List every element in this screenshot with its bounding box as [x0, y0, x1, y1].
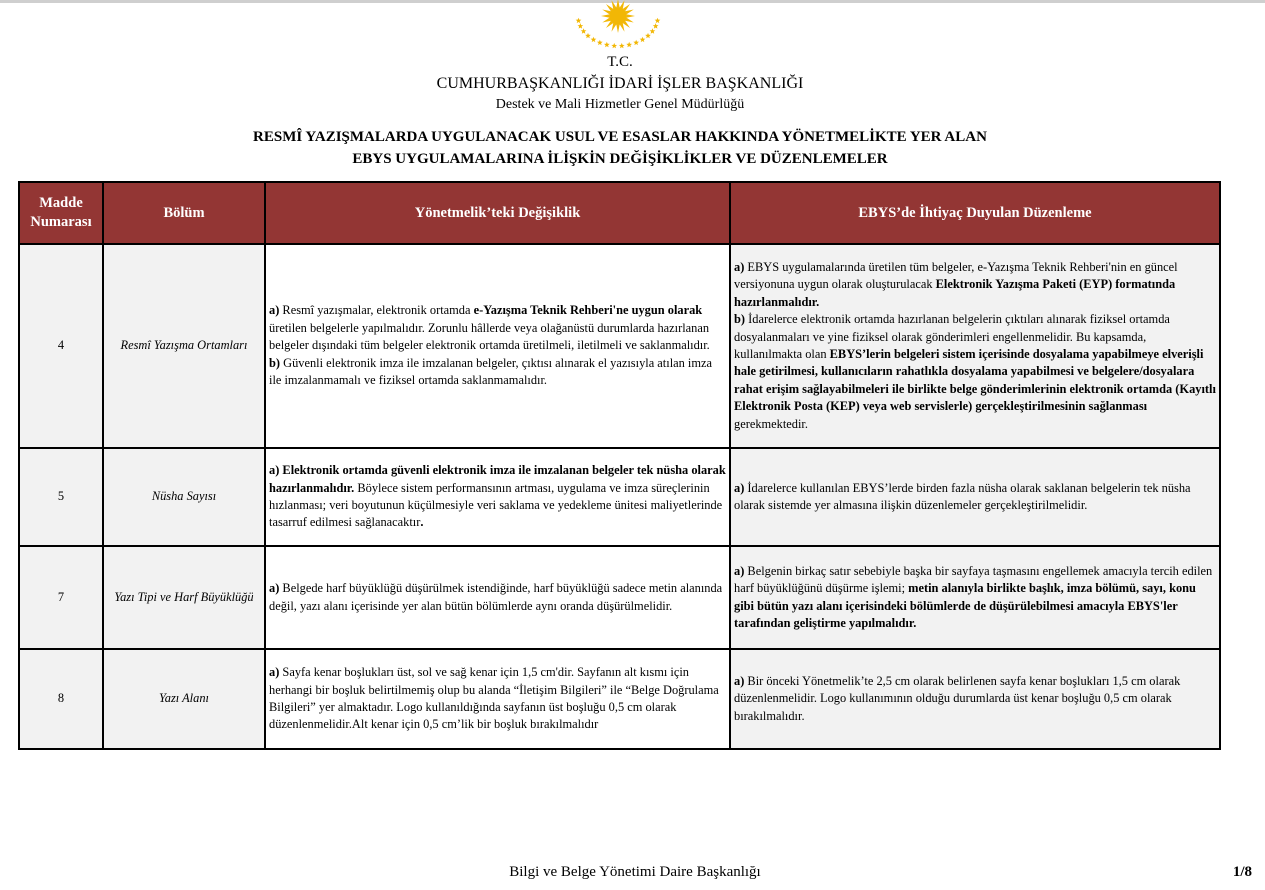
table-row: [19, 448, 1220, 546]
changes-table: [18, 181, 1221, 750]
header-department: Destek ve Mali Hizmetler Genel Müdürlüğü: [495, 97, 745, 112]
header-duzenleme: EBYS’de İhtiyaç Duyulan Düzenleme: [730, 182, 1220, 244]
ebys-requirement-cell: a) EBYS uygulamalarında üretilen tüm belgeler, e-Yazışma Teknik Rehberi'nin en güncel versiyonuna uygun olarak oluşturulacak Elektronik Yazışma Paketi (EYP) formatında hazırlanmalıdır. b) İdarelerce elektronik ortamda hazırlanan belgelerin çıktıları alınarak fiziksel ortamda dosyalanmaları ve yine fiziksel olarak gönderimleri engellenmelidir. Bu kapsamda, kullanılmakta olan EBYS’lerin belgeleri sistem içerisinde dosyalama yapabilmeye elverişli hale getirilmesi, kullanıcıların rahatlıkla dosyalama yapabilmesi ve belgelere/dosyalara rahat erişim sağlayabilmeleri ile birlikte belge gönderimlerinin elektronik ortamda (Kayıtlı Elektronik Posta (KEP) veya web servislerle) gerçekleştirilmesinin sağlanması gerekmektedir.: [730, 244, 1220, 448]
header-bolum: Bölüm: [103, 182, 265, 244]
header-madde-line2: Numarası: [30, 214, 92, 230]
header-organization: CUMHURBAŞKANLIĞI İDARİ İŞLER BAŞKANLIĞI: [436, 75, 804, 92]
document-title-line2: EBYS UYGULAMALARINA İLİŞKİN DEĞİŞİKLİKLER VE DÜZENLEMELER: [352, 151, 888, 167]
table-row: [19, 244, 1220, 448]
madde-number: 7: [19, 546, 103, 649]
footer-department: Bilgi ve Belge Yönetimi Daire Başkanlığı: [509, 864, 761, 880]
section-name: Resmî Yazışma Ortamları: [103, 244, 265, 448]
madde-number: 8: [19, 649, 103, 749]
document-title-line1: RESMÎ YAZIŞMALARDA UYGULANACAK USUL VE ESASLAR HAKKINDA YÖNETMELİKTE YER ALAN: [253, 129, 987, 145]
madde-number: 5: [19, 448, 103, 546]
header-madde-numarasi: [19, 182, 103, 244]
table-row: [19, 546, 1220, 649]
section-name: Nüsha Sayısı: [103, 448, 265, 546]
regulation-change-cell: a) Belgede harf büyüklüğü düşürülmek istendiğinde, harf büyüklüğü sadece metin alanında değil, yazı alanı içerisinde yer alan bütün bölümlerde aynı oranda düşürülmelidir.: [265, 546, 730, 649]
header-tc: T.C.: [607, 54, 633, 70]
presidential-emblem-icon: [572, 0, 664, 52]
ebys-requirement-cell: a) Bir önceki Yönetmelik’te 2,5 cm olarak belirlenen sayfa kenar boşlukları 1,5 cm olarak düzenlenmelidir. Logo kullanımının olduğu durumlarda üst kenar boşluğu 0,5 cm olarak bırakılmalıdır.: [730, 649, 1220, 749]
section-name: Yazı Alanı: [103, 649, 265, 749]
header-degisiklik: Yönetmelik’teki Değişiklik: [265, 182, 730, 244]
ebys-requirement-cell: a) Belgenin birkaç satır sebebiyle başka bir sayfaya taşmasını engellemek amacıyla tercih edilen harf büyüklüğünü düşürme işlemi; metin alanıyla birlikte başlık, imza bölümü, sayı, konu gibi bütün yazı alanı içerisindeki bölümlerde de düşürülebilmesi amacıyla EBYS'ler tarafından geliştirme yapılmalıdır.: [730, 546, 1220, 649]
table-row: [19, 649, 1220, 749]
header-madde-line1: Madde: [39, 195, 83, 211]
madde-number: 4: [19, 244, 103, 448]
regulation-change-cell: a) Elektronik ortamda güvenli elektronik imza ile imzalanan belgeler tek nüsha olarak hazırlanmalıdır. Böylece sistem performansının artması, uygulama ve imza süreçlerinin hızlanması; veri boyutunun küçülmesiyle veri saklama ve yedekleme ünitesi maliyetlerinde tasarruf edilmesi sağlanacaktır.: [265, 448, 730, 546]
regulation-change-cell: a) Resmî yazışmalar, elektronik ortamda e-Yazışma Teknik Rehberi'ne uygun olarak üretilen belgelerle yapılmalıdır. Zorunlu hâllerde veya olağanüstü durumlarda hazırlanan belgeler dışındaki tüm belgeler elektronik ortamda üretilmeli, iletilmeli ve saklanmalıdır. b) Güvenli elektronik imza ile imzalanan belgeler, çıktısı alınarak el yazısıyla atılan imza ile imzalanmamalı ve fiziksel ortamda saklanmamalıdır.: [265, 244, 730, 448]
ebys-requirement-cell: a) İdarelerce kullanılan EBYS’lerde birden fazla nüsha olarak saklanan belgelerin tek nüsha olarak sistemde yer almasına ilişkin düzenlemeler gerçekleştirilmelidir.: [730, 448, 1220, 546]
regulation-change-cell: a) Sayfa kenar boşlukları üst, sol ve sağ kenar için 1,5 cm'dir. Sayfanın alt kısmı için herhangi bir boşluk belirtilmemiş olup bu alanda “İletişim Bilgileri” ile “Belge Doğrulama Bilgileri” yer almaktadır. Logo kullanıldığında sayfanın üst boşluğu 0,5 cm olarak düzenlenmelidir.Alt kenar için 0,5 cm’lik bir boşluk bırakılmalıdır: [265, 649, 730, 749]
table-header-row: [19, 182, 1220, 244]
page-number: 1/8: [1232, 864, 1252, 880]
section-name: Yazı Tipi ve Harf Büyüklüğü: [103, 546, 265, 649]
